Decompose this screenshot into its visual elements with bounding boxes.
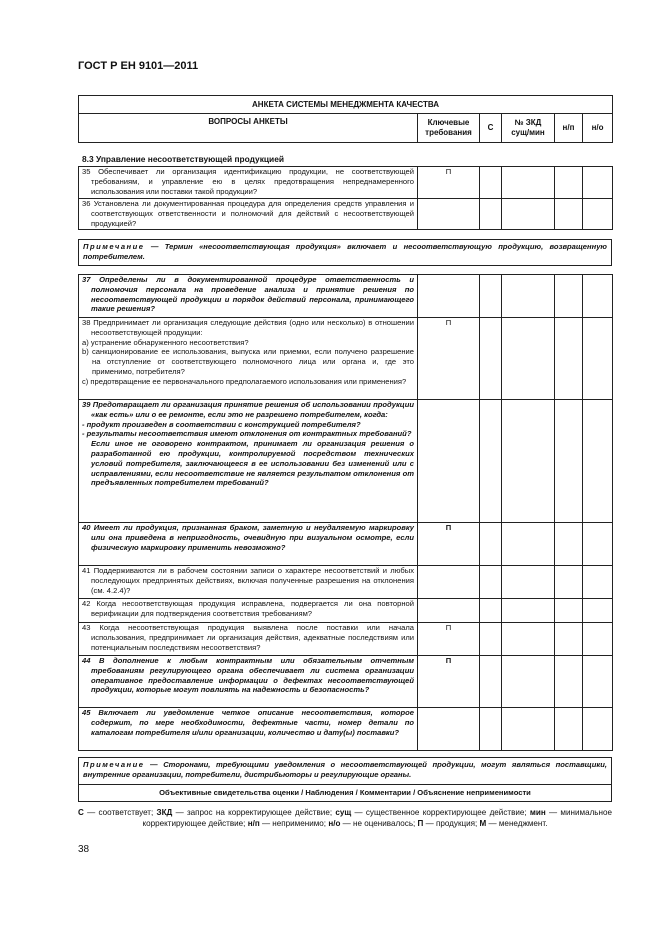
np-cell[interactable] bbox=[555, 656, 583, 708]
note-1 bbox=[78, 239, 612, 266]
column-key-requirements: Ключевые требования bbox=[418, 114, 480, 143]
no-cell[interactable] bbox=[583, 523, 613, 566]
kzd-cell[interactable] bbox=[502, 623, 555, 656]
np-cell[interactable] bbox=[555, 566, 583, 599]
question-text: 38 Предпринимает ли организация следующие действия (одно или несколько) в отношении несоответствующей продукции: a) устранение обнаруженного несоответствия? b) санкционирование ее использования, выпуска или приемки, если получено разрешение на отступление от соответствующего полномочного лица или органа и, где это применимо, потребителя? c) предотвращение ее первоначального предполагаемого использования или применения? bbox=[79, 318, 418, 400]
key-requirement bbox=[418, 400, 480, 523]
c-cell[interactable] bbox=[480, 523, 502, 566]
question-row-42 bbox=[79, 599, 613, 623]
key-requirement: П bbox=[418, 623, 480, 656]
np-cell[interactable] bbox=[555, 318, 583, 400]
kzd-cell[interactable] bbox=[502, 400, 555, 523]
c-cell[interactable] bbox=[480, 167, 502, 199]
evidence-row[interactable]: Объективные свидетельства оценки / Наблюдения / Комментарии / Объяснение неприменимости bbox=[79, 785, 612, 802]
question-text: 36 Установлена ли документированная процедура для определения средств управления и соответствующих ответственности и полномочий для действий с несоответствующей продукцией? bbox=[79, 199, 418, 230]
key-requirement bbox=[418, 566, 480, 599]
c-cell[interactable] bbox=[480, 656, 502, 708]
kzd-cell[interactable] bbox=[502, 566, 555, 599]
section-title: 8.3 Управление несоответствующей продукцией bbox=[82, 154, 285, 164]
note-label: Примечание bbox=[83, 760, 145, 769]
question-text: 41 Поддерживаются ли в рабочем состоянии записи о характере несоответствий и любых последующих предпринятых действиях, включая полученные разрешения на отклонения (см. 4.2.4)? bbox=[79, 566, 418, 599]
question-row-39 bbox=[79, 400, 613, 523]
note-2-block bbox=[78, 757, 612, 802]
key-requirement: П bbox=[418, 523, 480, 566]
key-requirement: П bbox=[418, 318, 480, 400]
no-cell[interactable] bbox=[583, 318, 613, 400]
no-cell[interactable] bbox=[583, 623, 613, 656]
kzd-cell[interactable] bbox=[502, 708, 555, 751]
np-cell[interactable] bbox=[555, 523, 583, 566]
question-row-41 bbox=[79, 566, 613, 599]
c-cell[interactable] bbox=[480, 400, 502, 523]
c-cell[interactable] bbox=[480, 599, 502, 623]
question-text: 44 В дополнение к любым контрактным или обязательным отчетным требованиям регулирующего органа обеспечивает ли система организации оперативное предоставление информации о дефектах несоответствующей продукции, которые могут повлиять на надежность и безопасность? bbox=[79, 656, 418, 708]
np-cell[interactable] bbox=[555, 167, 583, 199]
question-text: 45 Включает ли уведомление четкое описание несоответствия, которое содержит, по мере необходимости, дефектные части, номер детали по каталогам потребителя и/или организации, количество и дату(ы) поставки? bbox=[79, 708, 418, 751]
kzd-cell[interactable] bbox=[502, 656, 555, 708]
c-cell[interactable] bbox=[480, 623, 502, 656]
question-text: 43 Когда несоответствующая продукция выявлена после поставки или начала использования, предпринимает ли организация действия, адекватные последствиям или потенциальным последствиям несоответствия? bbox=[79, 623, 418, 656]
np-cell[interactable] bbox=[555, 708, 583, 751]
c-cell[interactable] bbox=[480, 708, 502, 751]
column-c: С bbox=[480, 114, 502, 143]
question-row-37 bbox=[79, 275, 613, 318]
question-text: 37 Определены ли в документированной процедуре ответственность и полномочия персонала на проведение анализа и принятие решения по несоответствующей продукции и порядок действий персонала, принимающего такие решения? bbox=[79, 275, 418, 318]
no-cell[interactable] bbox=[583, 708, 613, 751]
question-row-45 bbox=[79, 708, 613, 751]
kzd-cell[interactable] bbox=[502, 167, 555, 199]
questions-block-2 bbox=[78, 274, 613, 751]
no-cell[interactable] bbox=[583, 400, 613, 523]
note-label: Примечание bbox=[83, 242, 145, 251]
page-number: 38 bbox=[78, 844, 90, 855]
kzd-cell[interactable] bbox=[502, 275, 555, 318]
np-cell[interactable] bbox=[555, 275, 583, 318]
question-text: 39 Предотвращает ли организация принятие решения об использовании продукции «как есть» или о ее ремонте, если это не разрешено потребителем, когда: - продукт произведен в соответствии с конструкцией потребителя? - результаты несоответствия имеют отклонения от контрактных требований? Если иное не оговорено контрактом, принимает ли организация решения о разработанной ею продукции, контролируемой посредством технических условий потребителя, заключающееся в ее использовании без изменений или с исправлениями, если несоответствие не является результатом отклонения от предъявленных потребителем требований? bbox=[79, 400, 418, 523]
note-text: Примечание — Сторонами, требующими уведомления о несоответствующей продукции, могут являться поставщики, внутренние организации, потребители, дистрибьюторы и регулирующие органы. bbox=[79, 758, 612, 785]
no-cell[interactable] bbox=[583, 167, 613, 199]
key-requirement: П bbox=[418, 167, 480, 199]
key-requirement: П bbox=[418, 656, 480, 708]
kzd-cell[interactable] bbox=[502, 318, 555, 400]
question-row-35 bbox=[79, 167, 613, 199]
column-kzd: № ЗКД сущ/мин bbox=[502, 114, 555, 143]
questionnaire-header bbox=[78, 95, 613, 143]
note-text: Примечание — Термин «несоответствующая продукция» включает и несоответствующую продукцию, возвращенную потребителем. bbox=[79, 240, 612, 266]
questions-block-1 bbox=[78, 166, 613, 230]
question-text: 35 Обеспечивает ли организация идентификацию продукции, не соответствующей требованиям, и управление ею в целях предотвращения непреднамеренного использования или поставки такой продукции? bbox=[79, 167, 418, 199]
np-cell[interactable] bbox=[555, 199, 583, 230]
question-row-38 bbox=[79, 318, 613, 400]
kzd-cell[interactable] bbox=[502, 599, 555, 623]
np-cell[interactable] bbox=[555, 400, 583, 523]
question-row-43 bbox=[79, 623, 613, 656]
document-header: ГОСТ Р ЕН 9101—2011 bbox=[78, 60, 199, 72]
no-cell[interactable] bbox=[583, 656, 613, 708]
column-questions: ВОПРОСЫ АНКЕТЫ bbox=[79, 114, 418, 143]
column-no: н/о bbox=[583, 114, 613, 143]
no-cell[interactable] bbox=[583, 566, 613, 599]
no-cell[interactable] bbox=[583, 199, 613, 230]
kzd-cell[interactable] bbox=[502, 199, 555, 230]
c-cell[interactable] bbox=[480, 318, 502, 400]
c-cell[interactable] bbox=[480, 199, 502, 230]
column-np: н/п bbox=[555, 114, 583, 143]
table-title: АНКЕТА СИСТЕМЫ МЕНЕДЖМЕНТА КАЧЕСТВА bbox=[79, 96, 613, 114]
no-cell[interactable] bbox=[583, 599, 613, 623]
key-requirement bbox=[418, 599, 480, 623]
question-row-36 bbox=[79, 199, 613, 230]
legend: С — соответствует; ЗКД — запрос на корректирующее действие; сущ — существенное корректирующее действие; мин — минимальное корректирующее действие; н/п — неприменимо; н/о — не оценивалось; П — продукция; М — менеджмент. bbox=[78, 808, 612, 828]
kzd-cell[interactable] bbox=[502, 523, 555, 566]
np-cell[interactable] bbox=[555, 623, 583, 656]
c-cell[interactable] bbox=[480, 275, 502, 318]
question-row-40 bbox=[79, 523, 613, 566]
key-requirement bbox=[418, 275, 480, 318]
no-cell[interactable] bbox=[583, 275, 613, 318]
question-text: 40 Имеет ли продукция, признанная браком, заметную и неудаляемую маркировку или она приведена в непригодность, очевидную при визуальном осмотре, если физическую маркировку применить невозможно? bbox=[79, 523, 418, 566]
key-requirement bbox=[418, 708, 480, 751]
question-text: 42 Когда несоответствующая продукция исправлена, подвергается ли она повторной верификации для подтверждения соответствия требованиям? bbox=[79, 599, 418, 623]
c-cell[interactable] bbox=[480, 566, 502, 599]
np-cell[interactable] bbox=[555, 599, 583, 623]
question-row-44 bbox=[79, 656, 613, 708]
key-requirement bbox=[418, 199, 480, 230]
